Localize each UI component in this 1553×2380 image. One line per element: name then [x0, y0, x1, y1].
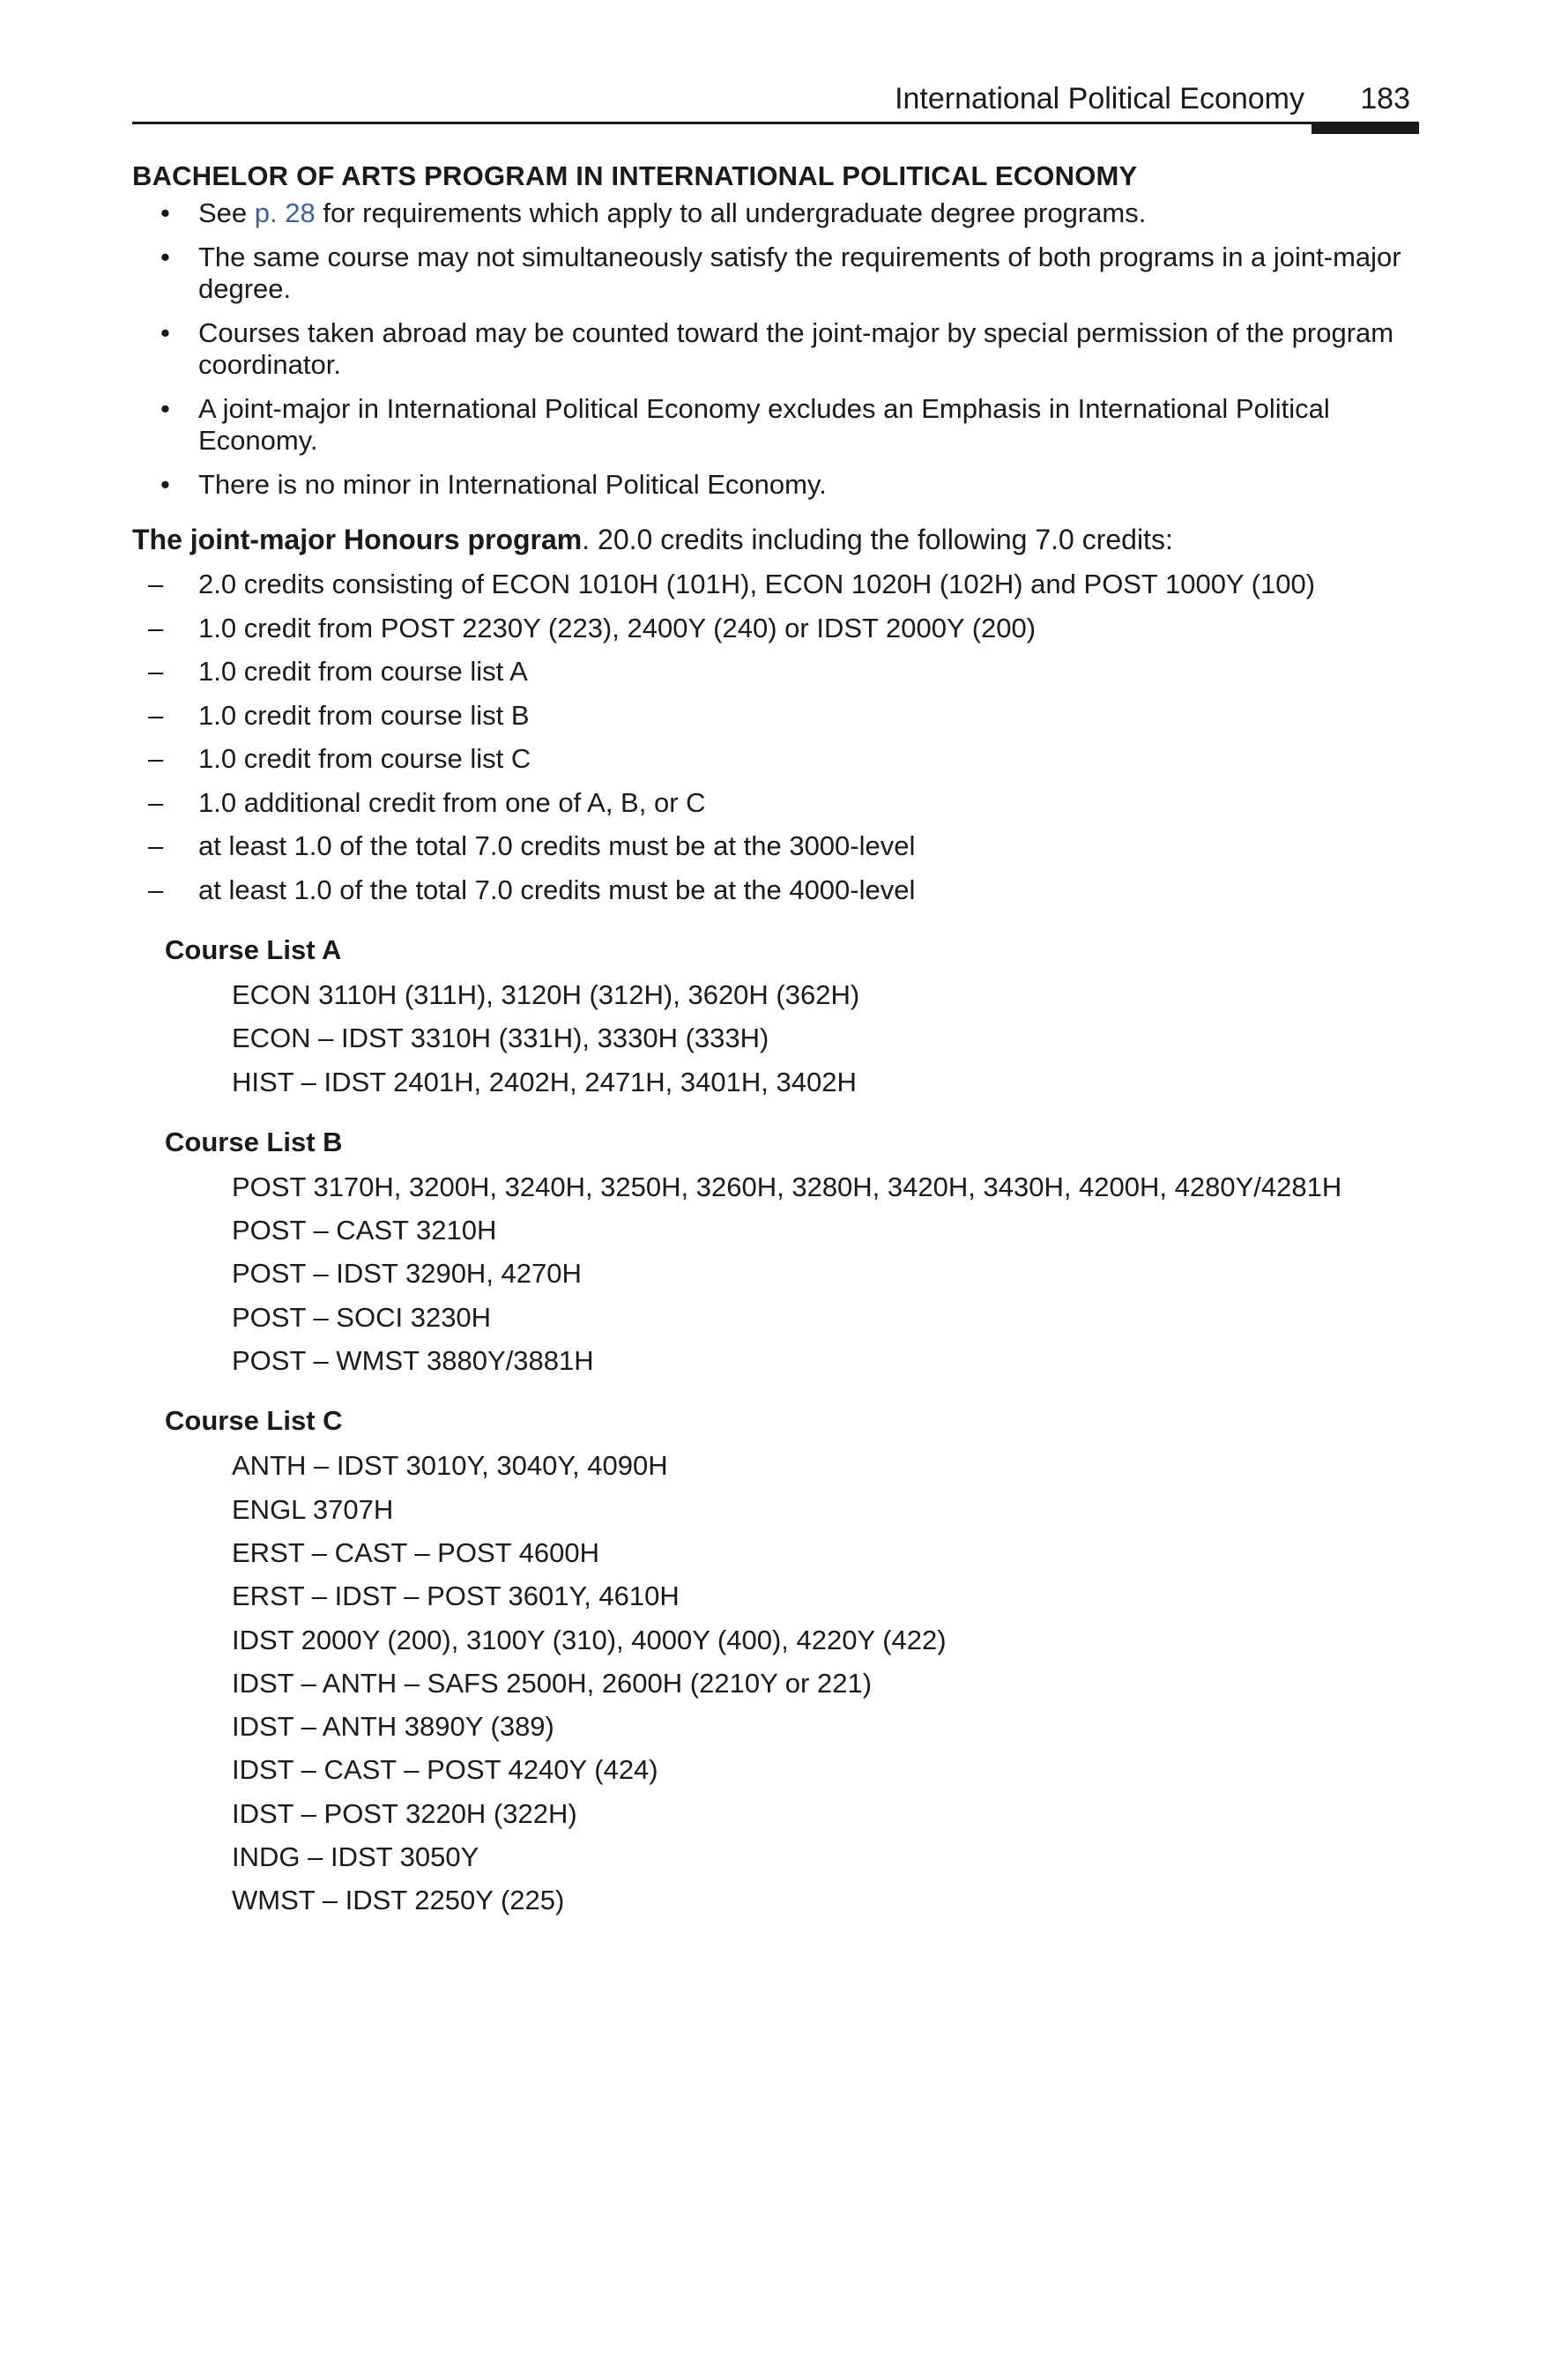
dash-symbol: –: [148, 699, 164, 731]
header-rule: [132, 122, 1419, 124]
header-bar: [1312, 123, 1419, 134]
course-entry: IDST – ANTH 3890Y (389): [232, 1711, 554, 1743]
page-number: 183: [1360, 82, 1410, 115]
requirement-item: [132, 868, 1419, 912]
bullet-text: A joint-major in International Political Economy excludes an Emphasis in International Political Economy.: [198, 393, 1330, 456]
dash-symbol: –: [148, 786, 164, 818]
course-list-entries: [132, 1444, 1419, 1922]
course-entry: IDST – CAST – POST 4240Y (424): [232, 1754, 658, 1786]
course-entry: ANTH – IDST 3010Y, 3040Y, 4090H: [232, 1450, 668, 1482]
dash-symbol: –: [148, 569, 164, 599]
dash-symbol: –: [148, 830, 164, 861]
course-entry: IDST – ANTH – SAFS 2500H, 2600H (2210Y or 221): [232, 1667, 873, 1699]
dash-symbol: –: [148, 612, 164, 643]
course-list-title: Course List B: [165, 1126, 343, 1157]
course-list-entries: [132, 973, 1419, 1104]
requirements-bullet-list: [132, 197, 1419, 501]
course-list-title: Course List C: [165, 1405, 343, 1437]
bullet-text-before: See: [198, 197, 255, 228]
requirement-text: 1.0 credit from POST 2230Y (223), 2400Y (240) or IDST 2000Y (200): [198, 612, 1037, 643]
honours-program-intro: [132, 522, 1419, 557]
bullet-item: [132, 393, 1419, 457]
requirement-text: 1.0 credit from course list C: [198, 743, 531, 774]
honours-requirements-list: [132, 562, 1419, 911]
requirement-text: at least 1.0 of the total 7.0 credits must be at the 3000-level: [198, 830, 916, 861]
bullet-item: [132, 197, 1419, 229]
bullet-item: [132, 242, 1419, 305]
requirement-item: [132, 781, 1419, 825]
course-list-a: [132, 931, 1419, 1104]
dash-symbol: –: [148, 656, 164, 687]
honours-program-title: The joint-major Honours program: [132, 524, 583, 555]
course-entry: POST – CAST 3210H: [232, 1215, 497, 1246]
course-entry: ECON 3110H (311H), 3120H (312H), 3620H (362H): [232, 979, 860, 1010]
requirement-item: [132, 606, 1419, 651]
course-entry: WMST – IDST 2250Y (225): [232, 1885, 565, 1916]
bullet-text-after: for requirements which apply to all undergraduate degree programs.: [315, 197, 1147, 228]
running-header: [132, 78, 1419, 123]
running-title: International Political Economy: [895, 82, 1304, 115]
course-entry: IDST – POST 3220H (322H): [232, 1797, 577, 1829]
course-entry: ERST – IDST – POST 3601Y, 4610H: [232, 1580, 680, 1612]
requirement-item: [132, 562, 1419, 606]
course-entry: HIST – IDST 2401H, 2402H, 2471H, 3401H, 3402H: [232, 1066, 857, 1097]
requirement-item: [132, 737, 1419, 781]
course-entry: ECON – IDST 3310H (331H), 3330H (333H): [232, 1023, 769, 1054]
course-entry: POST – IDST 3290H, 4270H: [232, 1258, 582, 1290]
requirement-text: at least 1.0 of the total 7.0 credits must be at the 4000-level: [198, 874, 916, 905]
course-entry: INDG – IDST 3050Y: [232, 1841, 479, 1873]
requirement-text: 1.0 additional credit from one of A, B, or C: [198, 786, 706, 818]
honours-program-credits: . 20.0 credits including the following 7.0 credits:: [582, 524, 1173, 555]
course-entry: POST – SOCI 3230H: [232, 1301, 492, 1333]
course-entry: POST 3170H, 3200H, 3240H, 3250H, 3260H, 3280H, 3420H, 3430H, 4200H, 4280Y/4281H: [232, 1171, 1342, 1202]
requirement-text: 2.0 credits consisting of ECON 1010H (101H), ECON 1020H (102H) and POST 1000Y (100): [198, 569, 1316, 599]
course-entry: ENGL 3707H: [232, 1493, 394, 1525]
requirement-text: 1.0 credit from course list A: [198, 656, 528, 687]
bullet-text: There is no minor in International Political Economy.: [198, 469, 827, 500]
requirement-text: 1.0 credit from course list B: [198, 699, 530, 731]
bullet-symbol: •: [160, 317, 170, 348]
course-entry: IDST 2000Y (200), 3100Y (310), 4000Y (400), 4220Y (422): [232, 1624, 947, 1655]
bullet-text: Courses taken abroad may be counted toward the joint-major by special permission of the program coordinator.: [198, 317, 1394, 380]
bullet-text: The same course may not simultaneously satisfy the requirements of both programs in a joint-major degree.: [198, 242, 1401, 304]
program-heading: BACHELOR OF ARTS PROGRAM IN INTERNATIONAL POLITICAL ECONOMY: [132, 160, 1138, 191]
bullet-symbol: •: [160, 197, 170, 228]
page-content: [132, 157, 1419, 1923]
requirement-item: [132, 694, 1419, 738]
dash-symbol: –: [148, 743, 164, 774]
course-entry: POST – WMST 3880Y/3881H: [232, 1345, 594, 1377]
course-list-entries: [132, 1165, 1419, 1382]
course-list-b: [132, 1123, 1419, 1382]
bullet-item: [132, 317, 1419, 381]
bullet-symbol: •: [160, 469, 170, 500]
bullet-symbol: •: [160, 393, 170, 424]
page-reference-link[interactable]: p. 28: [254, 197, 316, 228]
requirement-item: [132, 824, 1419, 868]
dash-symbol: –: [148, 874, 164, 905]
course-entry: ERST – CAST – POST 4600H: [232, 1536, 599, 1568]
course-list-c: [132, 1402, 1419, 1922]
bullet-symbol: •: [160, 242, 170, 272]
bullet-item: [132, 469, 1419, 501]
course-list-title: Course List A: [165, 934, 342, 965]
requirement-item: [132, 650, 1419, 694]
